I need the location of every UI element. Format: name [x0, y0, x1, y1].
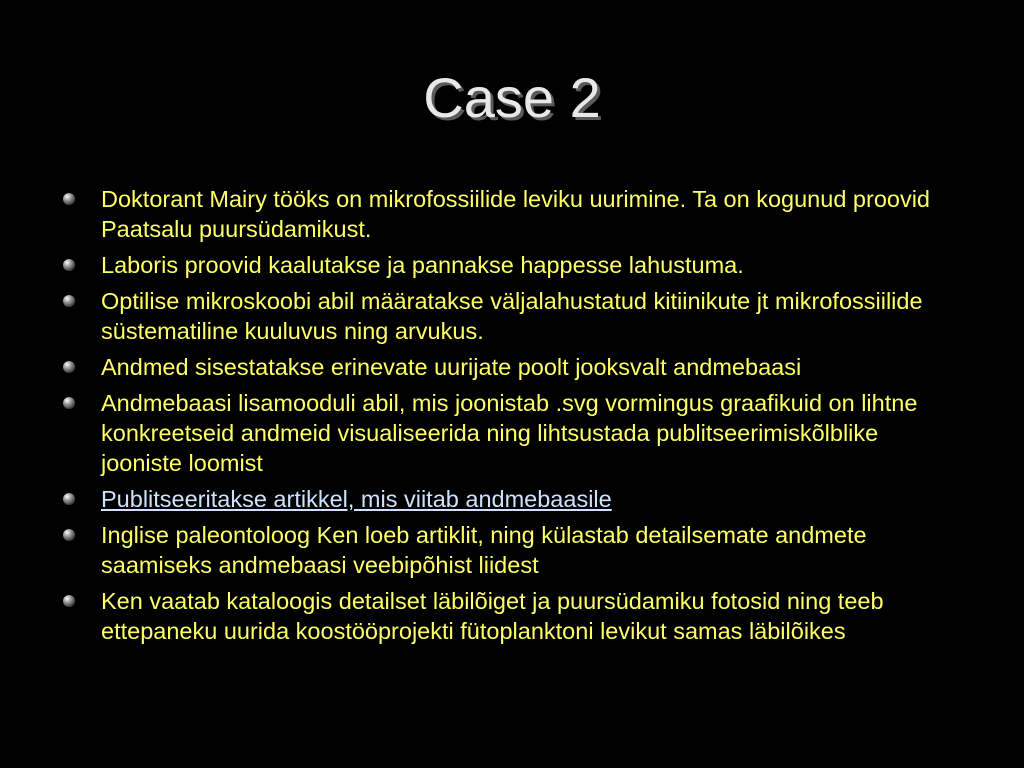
bullet-item — [62, 286, 962, 346]
bullet-icon — [62, 192, 76, 206]
bullet-icon — [62, 492, 76, 506]
bullet-item — [62, 520, 962, 580]
article-link[interactable]: Publitseeritakse artikkel, mis viitab andmebaasile — [101, 486, 612, 512]
bullet-text — [101, 486, 612, 512]
bullet-text: Laboris proovid kaalutakse ja pannakse happesse lahustuma. — [101, 252, 744, 278]
bullet-item-link — [62, 484, 962, 514]
bullet-icon — [62, 294, 76, 308]
bullet-text: Andmed sisestatakse erinevate uurijate poolt jooksvalt andmebaasi — [101, 354, 802, 380]
bullet-item — [62, 352, 962, 382]
bullet-item — [62, 184, 962, 244]
bullet-item — [62, 586, 962, 646]
bullet-item — [62, 250, 962, 280]
bullet-icon — [62, 360, 76, 374]
bullet-item — [62, 388, 962, 478]
bullet-text: Ken vaatab kataloogis detailset läbilõiget ja puursüdamiku fotosid ning teeb ettepaneku uurida koostööprojekti fütoplanktoni levikut samas läbilõikes — [101, 588, 884, 644]
bullet-text: Inglise paleontoloog Ken loeb artiklit, ning külastab detailsemate andmete saamiseks andmebaasi veebipõhist liidest — [101, 522, 867, 578]
bullet-text: Optilise mikroskoobi abil määratakse väljalahustatud kitiinikute jt mikrofossiilide süstematiline kuuluvus ning arvukus. — [101, 288, 923, 344]
bullet-text: Andmebaasi lisamooduli abil, mis joonistab .svg vormingus graafikuid on lihtne konkreetseid andmeid visualiseerida ning lihtsustada publitseerimiskõlblike jooniste loomist — [101, 390, 918, 476]
bullet-list — [62, 184, 962, 652]
bullet-icon — [62, 528, 76, 542]
bullet-icon — [62, 396, 76, 410]
bullet-text: Doktorant Mairy tööks on mikrofossiilide leviku uurimine. Ta on kogunud proovid Paatsalu puursüdamikust. — [101, 186, 930, 242]
slide-title: Case 2 — [423, 66, 601, 129]
bullet-icon — [62, 594, 76, 608]
bullet-icon — [62, 258, 76, 272]
